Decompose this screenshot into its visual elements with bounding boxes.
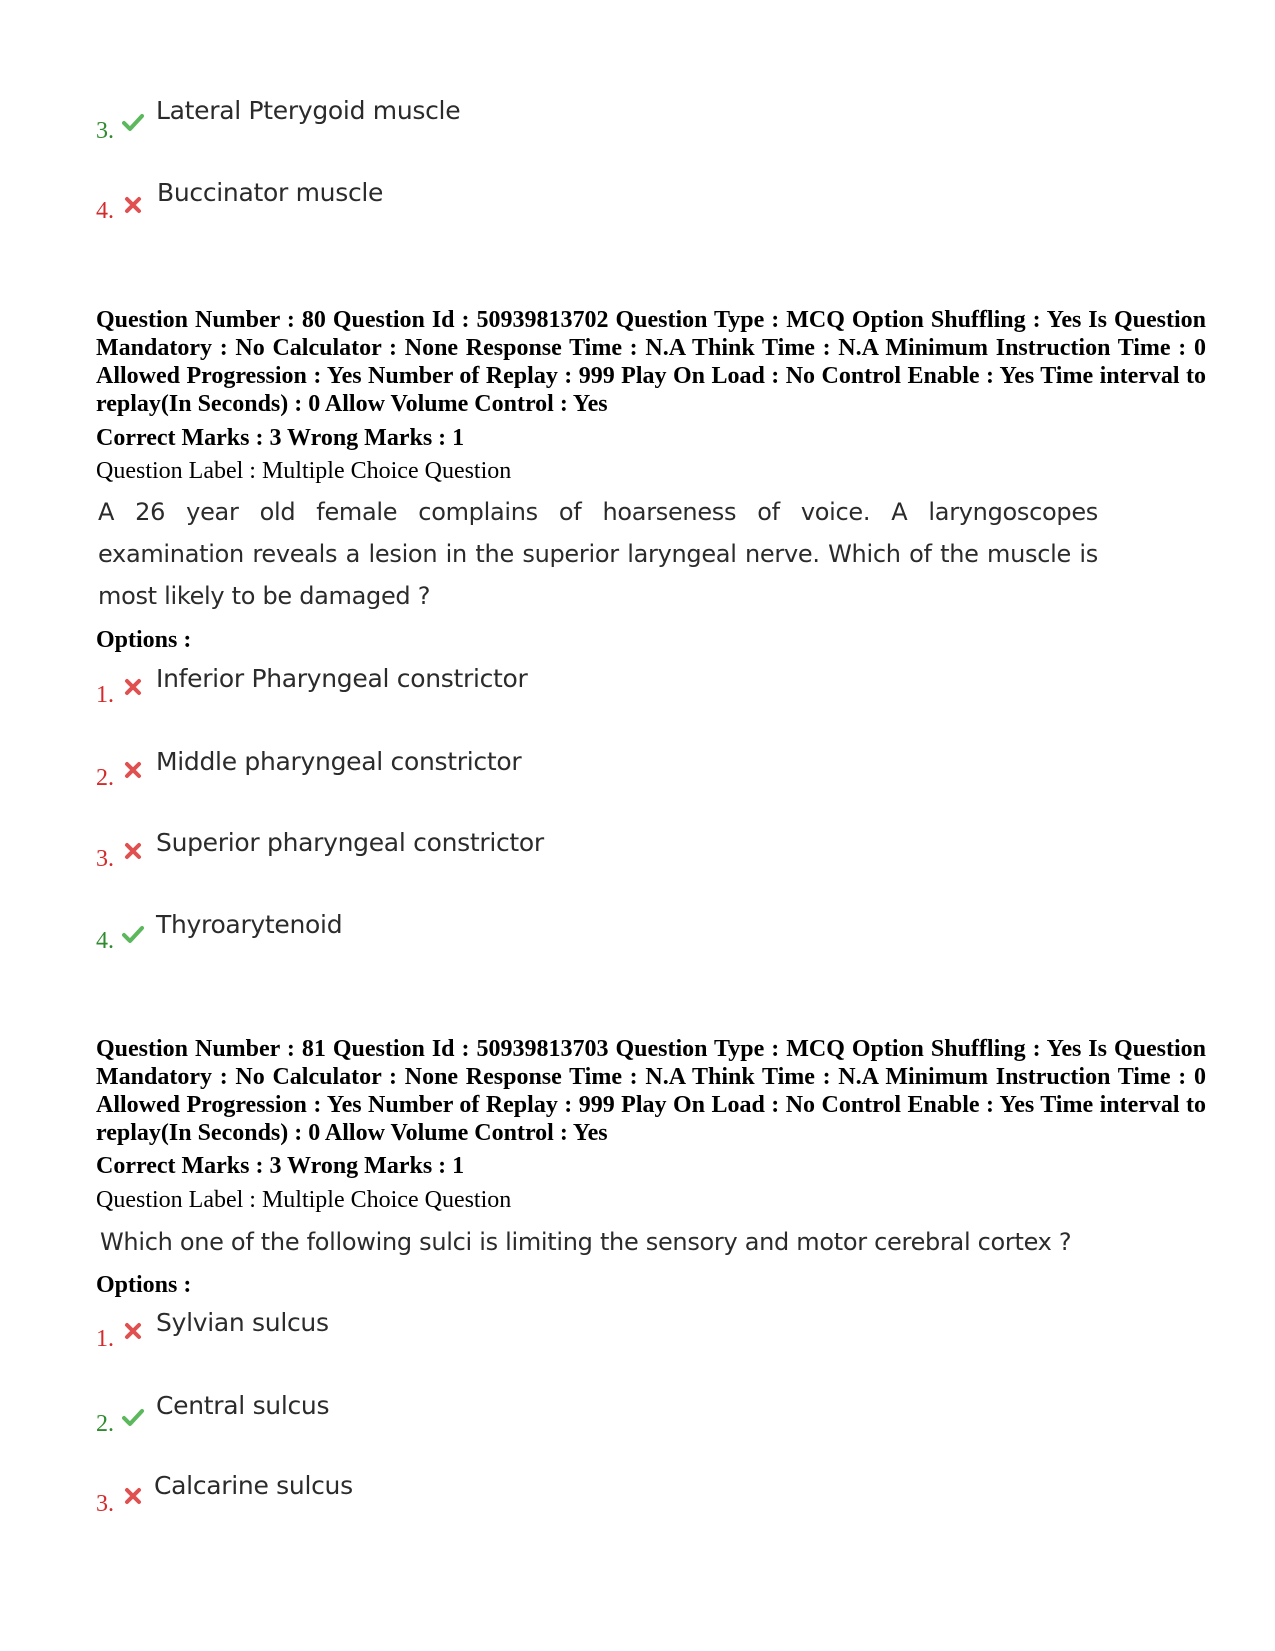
q80-options-heading: Options : <box>96 627 192 653</box>
cross-icon <box>122 676 144 698</box>
cross-icon <box>122 759 144 781</box>
q80-question-text: A 26 year old female complains of hoarseness of voice. A laryngoscopes examination reveals a lesion in the superior laryngeal nerve. Which of the muscle is most likely to be damaged ? <box>98 498 1098 610</box>
option-number: 3. <box>96 846 114 872</box>
option-number: 1. <box>96 682 114 708</box>
option-number: 4. <box>96 198 114 224</box>
cross-icon <box>122 1320 144 1342</box>
option-text: Lateral Pterygoid muscle <box>156 96 461 125</box>
check-icon <box>122 112 144 134</box>
option-number: 4. <box>96 928 114 954</box>
check-icon <box>122 924 144 946</box>
option-number: 1. <box>96 1326 114 1352</box>
q81-options-heading: Options : <box>96 1272 192 1298</box>
option-text: Buccinator muscle <box>157 178 384 207</box>
option-text: Superior pharyngeal constrictor <box>156 828 544 857</box>
q80-metadata: Question Number : 80 Question Id : 50939813702 Question Type : MCQ Option Shuffling : Yes Is Question Mandatory : No Calculator : None Response Time : N.A Think Time : N.A Minimum Instruction Time : 0 Allowed Progression : Yes Number of Replay : 999 Play On Load : No Control Enable : Yes Time interval to replay(In Seconds) : 0 Allow Volume Control : Yes <box>96 307 1206 417</box>
cross-icon <box>122 194 144 216</box>
option-number: 2. <box>96 765 114 791</box>
option-text: Thyroarytenoid <box>156 910 343 939</box>
option-number: 3. <box>96 118 114 144</box>
q80-marks: Correct Marks : 3 Wrong Marks : 1 <box>96 425 465 451</box>
option-text: Central sulcus <box>156 1391 330 1420</box>
q80-label: Question Label : Multiple Choice Question <box>96 458 512 484</box>
q81-marks: Correct Marks : 3 Wrong Marks : 1 <box>96 1153 465 1179</box>
option-text: Inferior Pharyngeal constrictor <box>156 664 528 693</box>
q81-label: Question Label : Multiple Choice Question <box>96 1187 512 1213</box>
option-number: 2. <box>96 1411 114 1437</box>
cross-icon <box>122 840 144 862</box>
check-icon <box>122 1407 144 1429</box>
option-number: 3. <box>96 1491 114 1517</box>
q81-metadata: Question Number : 81 Question Id : 50939813703 Question Type : MCQ Option Shuffling : Yes Is Question Mandatory : No Calculator : None Response Time : N.A Think Time : N.A Minimum Instruction Time : 0 Allowed Progression : Yes Number of Replay : 999 Play On Load : No Control Enable : Yes Time interval to replay(In Seconds) : 0 Allow Volume Control : Yes <box>96 1036 1206 1146</box>
option-text: Middle pharyngeal constrictor <box>156 747 522 776</box>
q81-question-text: Which one of the following sulci is limiting the sensory and motor cerebral cortex ? <box>100 1228 1072 1256</box>
option-text: Calcarine sulcus <box>154 1471 353 1500</box>
cross-icon <box>122 1485 144 1507</box>
option-text: Sylvian sulcus <box>156 1308 329 1337</box>
